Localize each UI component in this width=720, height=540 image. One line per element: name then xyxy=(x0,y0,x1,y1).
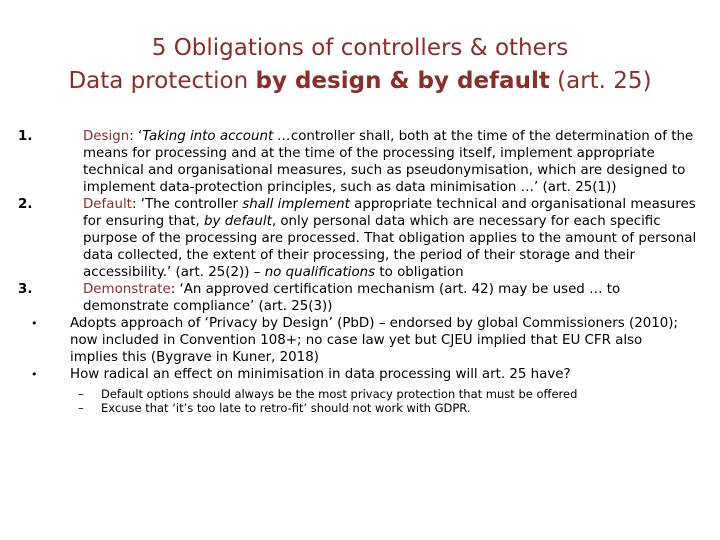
bullet-text: How radical an effect on minimisation in data processing will art. 25 have? xyxy=(70,367,571,382)
item-text-italic: shall implement xyxy=(242,197,350,212)
bullet-item-minimisation xyxy=(18,366,708,383)
item-text-italic: Taking into account … xyxy=(142,129,291,144)
title-line-1: 5 Obligations of controllers & others xyxy=(151,35,569,61)
item-label-design: Design xyxy=(83,129,130,144)
item-text-italic: no qualifications xyxy=(264,265,376,280)
bullet-marker: • xyxy=(31,317,38,330)
item-text-part: : ‘ xyxy=(129,129,143,144)
item-text-part: , only personal data which are necessary for each specific purpose of the processing are processed. That obligation applies to the amount of personal data collected, the extent of their processing, the period of their storage and their accessibility.’ (art. 25(2)) – xyxy=(83,214,697,280)
item-text-part: : ‘An approved certification mechanism (art. 42) may be used … to demonstrate compliance’ (art. 25(3)) xyxy=(83,282,621,314)
bullet-text: Adopts approach of ‘Privacy by Design’ (PbD) – endorsed by global Commissioners (2010); now included in Convention 108+; no case law yet but CJEU implied that EU CFR also implies this (Bygrave in Kuner, 2018) xyxy=(70,316,679,365)
title-line-2-pre: Data protection xyxy=(68,68,256,94)
sub-item-dash: – xyxy=(78,387,84,401)
sub-item-dash: – xyxy=(78,401,84,415)
numbered-item-design xyxy=(18,128,708,196)
title-line-2 xyxy=(0,65,720,98)
item-text-part: to obligation xyxy=(375,265,464,280)
item-text-italic: by default xyxy=(204,214,272,229)
sub-item-text: Excuse that ‘it’s too late to retro-fit’ should not work with GDPR. xyxy=(101,401,471,415)
item-label-demonstrate: Demonstrate xyxy=(83,282,171,297)
item-text-part: controller shall, both at the time of the determination of the means for processing and at the time of the processing itself, implement appropriate technical and organisational measures, such as pseudonymisation, which are designed to implement data-protection principles, such as data minimisation …’ (art. 25(1)) xyxy=(83,129,694,195)
title-line-2-post: (art. 25) xyxy=(549,68,652,94)
slide-title xyxy=(0,32,720,98)
item-number: 1. xyxy=(18,129,33,144)
item-number: 2. xyxy=(18,197,33,212)
sub-item-text: Default options should always be the most privacy protection that must be offered xyxy=(101,387,578,401)
item-text-part: appropriate technical and organisational measures for ensuring that, xyxy=(83,197,696,229)
item-text xyxy=(18,281,708,315)
slide-body xyxy=(18,128,708,415)
numbered-item-default xyxy=(18,196,708,281)
item-label-default: Default xyxy=(83,197,132,212)
bullet-marker: • xyxy=(31,368,38,381)
item-text xyxy=(18,196,708,281)
item-text-part: : ‘The controller xyxy=(131,197,243,212)
item-text xyxy=(18,128,708,196)
numbered-item-demonstrate xyxy=(18,281,708,315)
bullet-item-pbd xyxy=(18,315,708,366)
item-number: 3. xyxy=(18,282,33,297)
sub-item-retrofit xyxy=(18,401,708,415)
sub-item-default-options xyxy=(18,387,708,401)
title-line-2-bold: by design & by default xyxy=(255,68,550,94)
